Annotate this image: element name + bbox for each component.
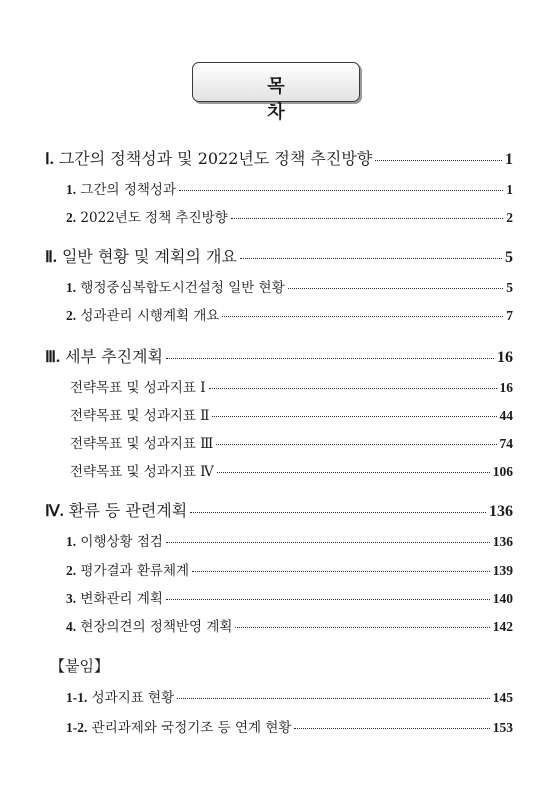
entry-number: Ⅰ. — [45, 151, 54, 168]
entry-text: 환류 등 관련계획 — [68, 501, 188, 520]
entry-page: 16 — [499, 380, 513, 395]
entry-number: 4. — [66, 619, 77, 634]
toc-entry-4-1[interactable] — [66, 530, 513, 550]
toc-entry-1-1[interactable] — [66, 178, 513, 198]
entry-text: 관리과제와 국정기조 등 연계 현황 — [91, 720, 292, 736]
entry-number: 1. — [66, 182, 77, 197]
entry-page: 5 — [506, 280, 513, 295]
toc-entry-2-1[interactable] — [66, 276, 513, 296]
leader-dots — [375, 159, 502, 161]
leader-dots — [288, 287, 504, 289]
entry-text: 그간의 정책성과 — [80, 182, 176, 198]
entry-page: 16 — [497, 349, 513, 366]
entry-text: 현장의견의 정책반영 계획 — [80, 619, 233, 635]
leader-dots — [190, 511, 486, 513]
toc-entry-section-3[interactable] — [45, 344, 513, 367]
entry-number: 1-2. — [66, 720, 88, 735]
entry-page: 1 — [506, 182, 513, 197]
leader-dots — [240, 257, 502, 259]
leader-dots — [235, 626, 489, 628]
toc-entry-4-4[interactable] — [66, 615, 513, 635]
entry-page: 139 — [492, 563, 513, 578]
leader-dots — [216, 443, 496, 445]
toc-entry-attachment-1-1[interactable] — [66, 686, 513, 706]
entry-number: 3. — [66, 591, 77, 606]
toc-entry-4-3[interactable] — [66, 587, 513, 607]
entry-page: 136 — [492, 534, 513, 549]
entry-text: 전략목표 및 성과지표 Ⅲ — [70, 436, 214, 452]
entry-number: 1-1. — [66, 690, 88, 705]
leader-dots — [294, 727, 489, 729]
entry-page: 1 — [505, 151, 513, 168]
entry-page: 106 — [492, 464, 513, 479]
leader-dots — [209, 387, 497, 389]
entry-text: 세부 추진계획 — [65, 347, 163, 366]
toc-entry-attachment-1-2[interactable] — [66, 716, 513, 736]
attachment-heading: 【붙임】 — [50, 657, 109, 675]
toc-title: 목 차 — [267, 76, 323, 123]
entry-page: 44 — [499, 408, 513, 423]
entry-text: 전략목표 및 성과지표 Ⅱ — [70, 408, 210, 424]
entry-text: 전략목표 및 성과지표 Ⅰ — [70, 380, 206, 396]
toc-entry-3-2[interactable] — [70, 404, 513, 424]
leader-dots — [217, 471, 490, 473]
leader-dots — [166, 541, 490, 543]
leader-dots — [166, 598, 490, 600]
toc-entry-1-2[interactable] — [66, 206, 513, 226]
entry-number: Ⅳ. — [45, 503, 64, 520]
toc-entry-3-3[interactable] — [70, 432, 513, 452]
leader-dots — [177, 697, 490, 699]
entry-page: 74 — [499, 436, 513, 451]
toc-entry-section-2[interactable] — [45, 244, 513, 267]
entry-text: 이행상황 점검 — [80, 534, 163, 550]
entry-number: 1. — [66, 280, 77, 295]
entry-number: 1. — [66, 534, 77, 549]
toc-entry-3-4[interactable] — [70, 460, 513, 480]
toc-entry-2-2[interactable] — [66, 304, 513, 324]
entry-number: 2. — [66, 210, 77, 225]
entry-page: 5 — [505, 249, 513, 266]
leader-dots — [212, 415, 496, 417]
entry-text: 일반 현황 및 계획의 개요 — [61, 247, 237, 266]
entry-text: 2022년도 정책 추진방향 — [80, 210, 228, 226]
entry-page: 2 — [506, 210, 513, 225]
entry-text: 전략목표 및 성과지표 Ⅳ — [70, 464, 214, 480]
entry-text: 그간의 정책성과 및 2022년도 정책 추진방향 — [58, 149, 373, 168]
entry-number: Ⅱ. — [45, 249, 57, 266]
entry-number: 2. — [66, 563, 77, 578]
leader-dots — [192, 570, 490, 572]
entry-page: 145 — [492, 690, 513, 705]
entry-page: 7 — [506, 308, 513, 323]
toc-entry-3-1[interactable] — [70, 376, 513, 396]
leader-dots — [166, 357, 494, 359]
toc-entry-section-4[interactable] — [45, 498, 513, 521]
entry-text: 행정중심복합도시건설청 일반 현황 — [80, 280, 285, 296]
entry-text: 성과지표 현황 — [91, 690, 175, 706]
entry-page: 140 — [492, 591, 513, 606]
entry-number: Ⅲ. — [45, 349, 61, 366]
entry-number: 2. — [66, 308, 77, 323]
entry-text: 성과관리 시행계획 개요 — [80, 308, 220, 324]
entry-page: 142 — [492, 619, 513, 634]
leader-dots — [231, 217, 504, 219]
entry-text: 변화관리 계획 — [80, 591, 163, 607]
toc-entry-section-1[interactable] — [45, 146, 513, 169]
entry-page: 153 — [492, 720, 513, 735]
entry-text: 평가결과 환류체계 — [80, 563, 190, 579]
entry-page: 136 — [489, 503, 513, 520]
leader-dots — [222, 315, 503, 317]
toc-entry-4-2[interactable] — [66, 559, 513, 579]
leader-dots — [179, 189, 503, 191]
